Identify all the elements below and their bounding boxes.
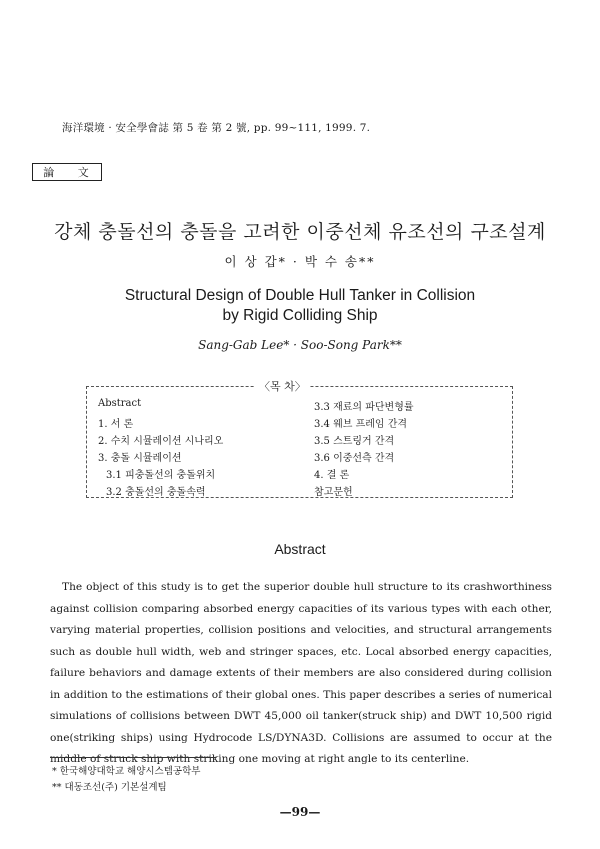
english-title-line-2: by Rigid Colliding Ship <box>222 307 378 324</box>
toc-item: 3.6 이중선측 간격 <box>314 453 395 464</box>
english-title <box>0 286 600 326</box>
toc-item: 3.4 웨브 프레임 간격 <box>314 419 408 430</box>
article-category-box: 論 文 <box>32 163 102 181</box>
toc-item: 1. 서 론 <box>98 419 134 430</box>
toc-item: Abstract <box>98 398 142 409</box>
footnote-2: ** 대동조선(주) 기본설계팀 <box>52 782 167 793</box>
abstract-heading: Abstract <box>274 541 326 557</box>
toc-item: 3. 충돌 시뮬레이션 <box>98 453 182 464</box>
english-authors: Sang-Gab Lee* · Soo-Song Park** <box>198 338 402 352</box>
journal-citation: 海洋環境 · 安全學會誌 第 5 卷 第 2 號, pp. 99~111, 1999. 7. <box>62 122 371 134</box>
toc-label: 〈목 차〉 <box>255 378 310 394</box>
toc-item: 4. 결 론 <box>314 470 350 481</box>
english-title-line-1: Structural Design of Double Hull Tanker in Collision <box>124 287 476 304</box>
toc-item: 3.1 피충돌선의 충돌위치 <box>106 470 216 481</box>
footnote-1: * 한국해양대학교 해양시스템공학부 <box>52 766 201 777</box>
toc-item: 3.5 스트링거 간격 <box>314 436 395 447</box>
footnote-divider <box>50 757 216 758</box>
toc-item: 2. 수치 시뮬레이션 시나리오 <box>98 436 224 447</box>
toc-item: 3.2 충돌선의 충돌속력 <box>106 487 206 498</box>
page-number: —99— <box>279 805 321 819</box>
korean-authors: 이 상 갑* · 박 수 송** <box>224 254 376 269</box>
toc-item: 참고문헌 <box>314 487 353 498</box>
toc-item: 3.3 재료의 파단변형률 <box>314 402 414 413</box>
korean-title: 강체 충돌선의 충돌을 고려한 이중선체 유조선의 구조설계 <box>54 221 546 243</box>
abstract-body: The object of this study is to get the superior double hull structure to its crashworthiness against collision comparing absorbed energy capacities of its various types with each other, varying material properties, collision positions and velocities, and structural arrangements such as double hull width, web and stringer spaces, etc. Local absorbed energy capacities, failure behaviors and damage extents of their members are also considered during collision in addition to the estimations of their global ones. This paper describes a series of numerical simulations of collisions between DWT 45,000 oil tanker(struck ship) and DWT 10,500 rigid one(striking ships) using Hydrocode LS/DYNA3D. Collisions are assumed to occur at the middle of struck ship with striking one moving at right angle to its centerline. <box>50 581 552 765</box>
